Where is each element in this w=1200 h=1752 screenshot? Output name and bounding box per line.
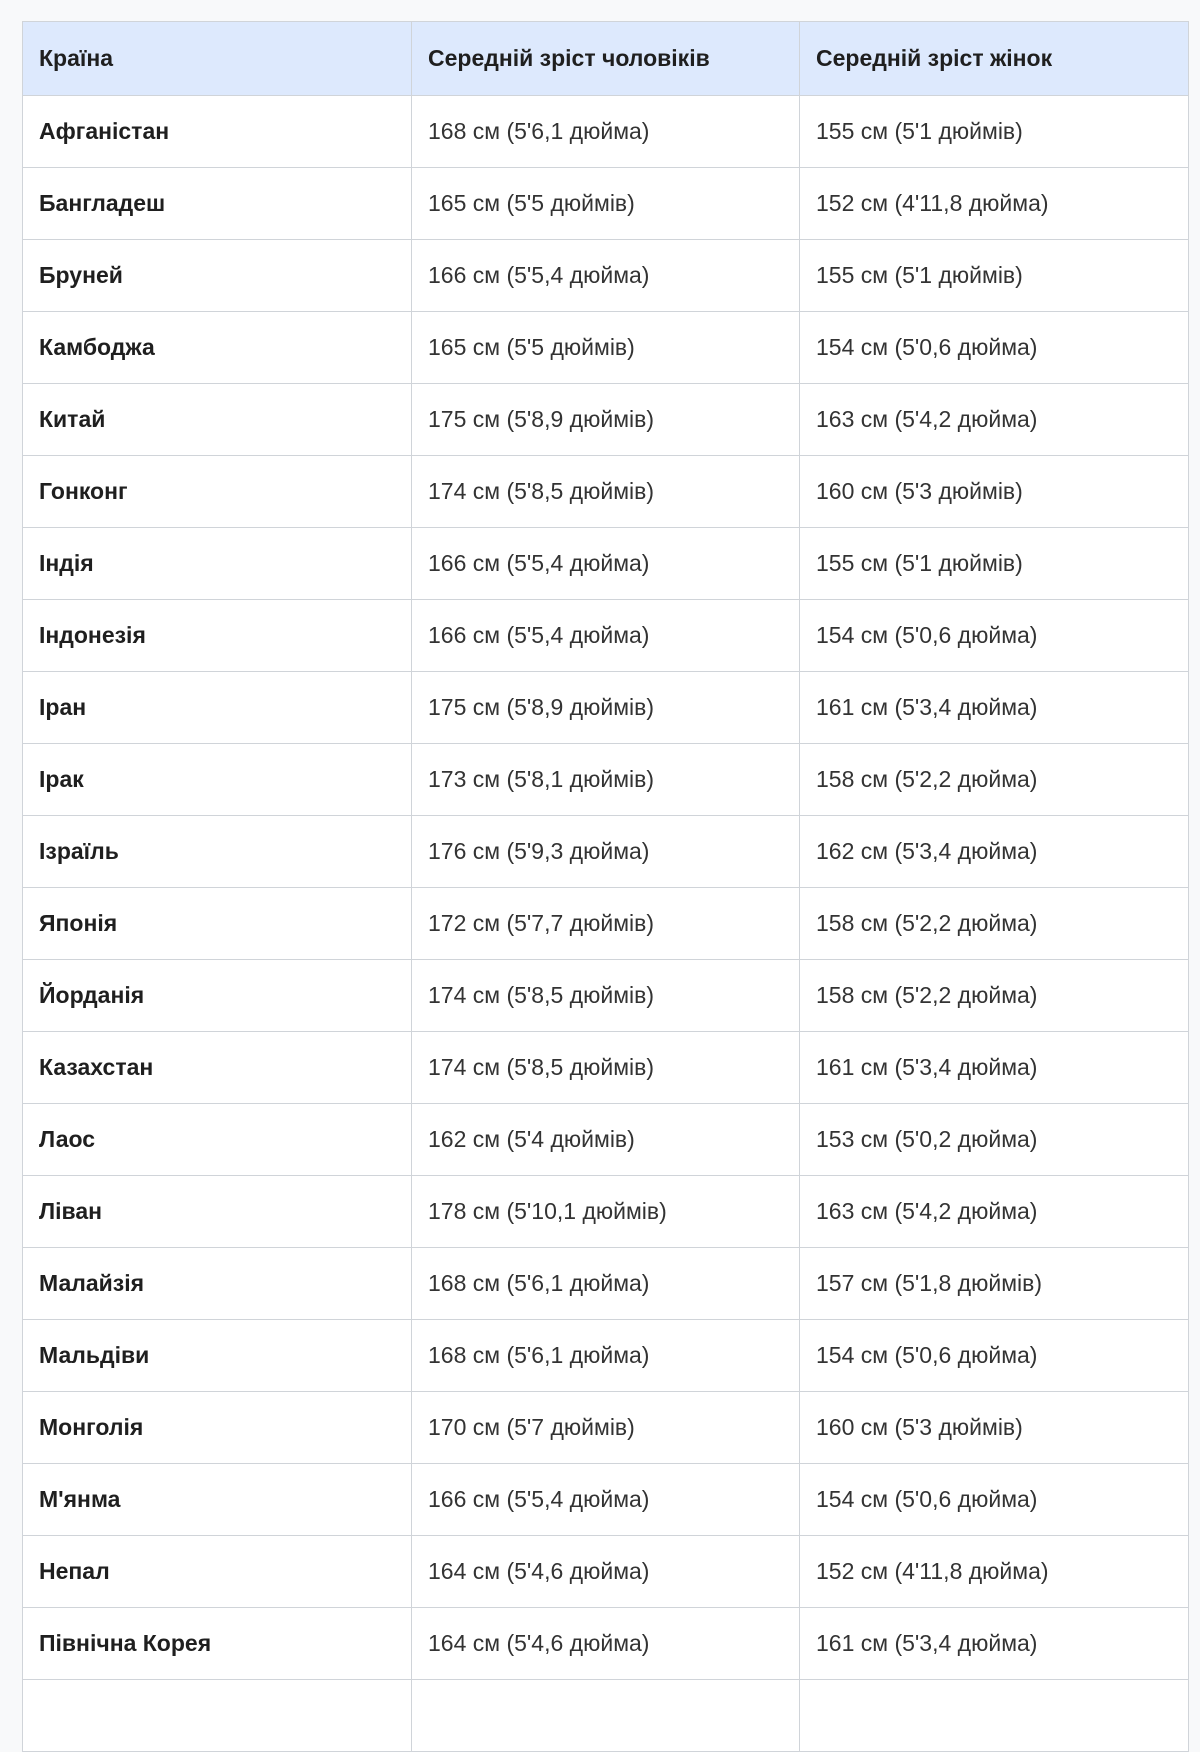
male-height-cell: 176 см (5'9,3 дюйма)	[412, 816, 800, 888]
female-height-cell: 154 см (5'0,6 дюйма)	[800, 1464, 1189, 1536]
male-height-cell: 174 см (5'8,5 дюймів)	[412, 456, 800, 528]
country-cell: Індія	[23, 528, 412, 600]
table-header	[23, 22, 1189, 96]
country-cell: Бруней	[23, 240, 412, 312]
country-cell: Гонконг	[23, 456, 412, 528]
male-height-cell: 173 см (5'8,1 дюймів)	[412, 744, 800, 816]
female-height-cell: 160 см (5'3 дюймів)	[800, 1392, 1189, 1464]
header-male-height: Середній зріст чоловіків	[412, 22, 800, 96]
female-height-cell	[800, 1680, 1189, 1752]
table-body	[23, 96, 1189, 1752]
country-cell: Ізраїль	[23, 816, 412, 888]
table-row	[23, 1392, 1189, 1464]
female-height-cell: 161 см (5'3,4 дюйма)	[800, 1608, 1189, 1680]
male-height-cell: 165 см (5'5 дюймів)	[412, 312, 800, 384]
female-height-cell: 154 см (5'0,6 дюйма)	[800, 1320, 1189, 1392]
male-height-cell: 168 см (5'6,1 дюйма)	[412, 1320, 800, 1392]
table-row	[23, 1536, 1189, 1608]
table-row	[23, 528, 1189, 600]
table-row	[23, 1176, 1189, 1248]
female-height-cell: 154 см (5'0,6 дюйма)	[800, 312, 1189, 384]
female-height-cell: 155 см (5'1 дюймів)	[800, 96, 1189, 168]
country-cell: Афганістан	[23, 96, 412, 168]
female-height-cell: 160 см (5'3 дюймів)	[800, 456, 1189, 528]
country-cell	[23, 1680, 412, 1752]
female-height-cell: 163 см (5'4,2 дюйма)	[800, 384, 1189, 456]
height-table	[22, 21, 1189, 1752]
table-row	[23, 456, 1189, 528]
male-height-cell: 178 см (5'10,1 дюймів)	[412, 1176, 800, 1248]
country-cell: Ліван	[23, 1176, 412, 1248]
table-row-partial	[23, 1680, 1189, 1752]
male-height-cell: 165 см (5'5 дюймів)	[412, 168, 800, 240]
table-row	[23, 816, 1189, 888]
table-row	[23, 1104, 1189, 1176]
female-height-cell: 152 см (4'11,8 дюйма)	[800, 1536, 1189, 1608]
male-height-cell: 166 см (5'5,4 дюйма)	[412, 528, 800, 600]
country-cell: Ірак	[23, 744, 412, 816]
header-row	[23, 22, 1189, 96]
country-cell: Японія	[23, 888, 412, 960]
female-height-cell: 155 см (5'1 дюймів)	[800, 528, 1189, 600]
male-height-cell: 164 см (5'4,6 дюйма)	[412, 1608, 800, 1680]
female-height-cell: 158 см (5'2,2 дюйма)	[800, 888, 1189, 960]
male-height-cell: 168 см (5'6,1 дюйма)	[412, 96, 800, 168]
male-height-cell: 172 см (5'7,7 дюймів)	[412, 888, 800, 960]
header-female-height: Середній зріст жінок	[800, 22, 1189, 96]
country-cell: Північна Корея	[23, 1608, 412, 1680]
female-height-cell: 153 см (5'0,2 дюйма)	[800, 1104, 1189, 1176]
female-height-cell: 155 см (5'1 дюймів)	[800, 240, 1189, 312]
female-height-cell: 158 см (5'2,2 дюйма)	[800, 744, 1189, 816]
male-height-cell: 166 см (5'5,4 дюйма)	[412, 1464, 800, 1536]
female-height-cell: 161 см (5'3,4 дюйма)	[800, 672, 1189, 744]
male-height-cell: 166 см (5'5,4 дюйма)	[412, 240, 800, 312]
country-cell: Казахстан	[23, 1032, 412, 1104]
male-height-cell: 170 см (5'7 дюймів)	[412, 1392, 800, 1464]
table-row	[23, 600, 1189, 672]
table-row	[23, 1464, 1189, 1536]
table-row	[23, 240, 1189, 312]
male-height-cell: 168 см (5'6,1 дюйма)	[412, 1248, 800, 1320]
female-height-cell: 157 см (5'1,8 дюймів)	[800, 1248, 1189, 1320]
male-height-cell	[412, 1680, 800, 1752]
header-country: Країна	[23, 22, 412, 96]
table-row	[23, 1608, 1189, 1680]
female-height-cell: 152 см (4'11,8 дюйма)	[800, 168, 1189, 240]
country-cell: Лаос	[23, 1104, 412, 1176]
table-row	[23, 168, 1189, 240]
table-row	[23, 960, 1189, 1032]
country-cell: Індонезія	[23, 600, 412, 672]
table-row	[23, 96, 1189, 168]
male-height-cell: 166 см (5'5,4 дюйма)	[412, 600, 800, 672]
male-height-cell: 174 см (5'8,5 дюймів)	[412, 960, 800, 1032]
female-height-cell: 163 см (5'4,2 дюйма)	[800, 1176, 1189, 1248]
country-cell: Іран	[23, 672, 412, 744]
table-row	[23, 312, 1189, 384]
table-row	[23, 1032, 1189, 1104]
country-cell: Китай	[23, 384, 412, 456]
male-height-cell: 174 см (5'8,5 дюймів)	[412, 1032, 800, 1104]
female-height-cell: 162 см (5'3,4 дюйма)	[800, 816, 1189, 888]
country-cell: Непал	[23, 1536, 412, 1608]
table-row	[23, 744, 1189, 816]
female-height-cell: 161 см (5'3,4 дюйма)	[800, 1032, 1189, 1104]
country-cell: Малайзія	[23, 1248, 412, 1320]
male-height-cell: 175 см (5'8,9 дюймів)	[412, 672, 800, 744]
country-cell: Йорданія	[23, 960, 412, 1032]
country-cell: Монголія	[23, 1392, 412, 1464]
table-row	[23, 384, 1189, 456]
male-height-cell: 175 см (5'8,9 дюймів)	[412, 384, 800, 456]
country-cell: М'янма	[23, 1464, 412, 1536]
male-height-cell: 162 см (5'4 дюймів)	[412, 1104, 800, 1176]
country-cell: Бангладеш	[23, 168, 412, 240]
table-row	[23, 888, 1189, 960]
table-row	[23, 1248, 1189, 1320]
female-height-cell: 154 см (5'0,6 дюйма)	[800, 600, 1189, 672]
female-height-cell: 158 см (5'2,2 дюйма)	[800, 960, 1189, 1032]
table-row	[23, 672, 1189, 744]
country-cell: Камбоджа	[23, 312, 412, 384]
male-height-cell: 164 см (5'4,6 дюйма)	[412, 1536, 800, 1608]
table-row	[23, 1320, 1189, 1392]
country-cell: Мальдіви	[23, 1320, 412, 1392]
